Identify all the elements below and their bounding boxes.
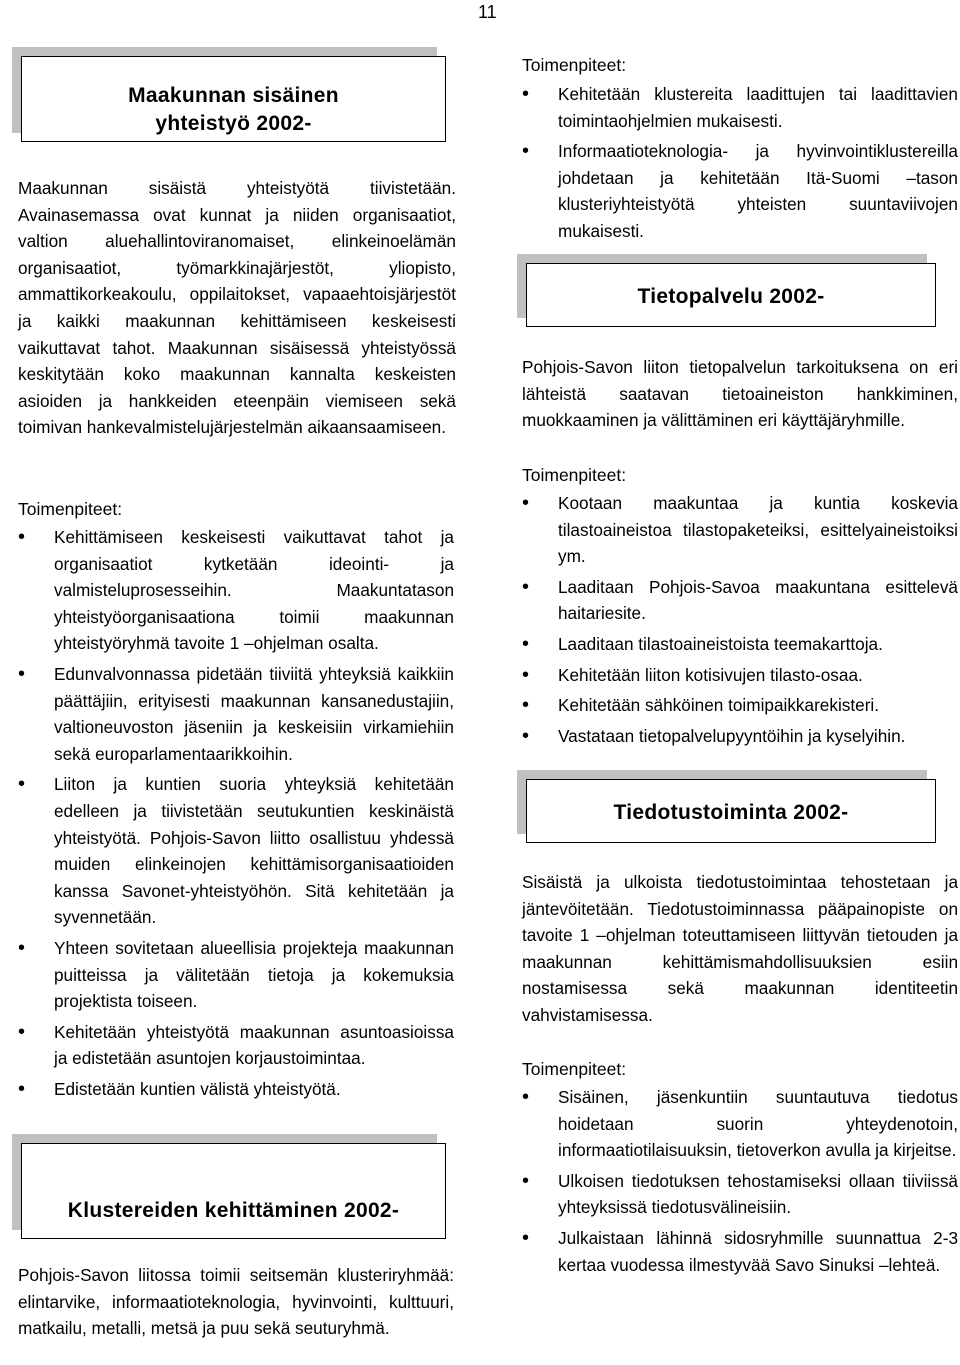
list-item: • Ulkoisen tiedotuksen tehostamiseksi ollaan tiiviissä yhteyksissä tiedotusvälineisiin. (522, 1168, 958, 1221)
heading-tietopalvelu (526, 263, 936, 327)
list-item: • Kehitetään yhteistyötä maakunnan asuntoasioissa ja edistetään asuntojen korjaustoimintaa. (18, 1019, 454, 1072)
heading-text: Tietopalvelu 2002- (637, 285, 825, 309)
heading-line-2: yhteistyö 2002- (155, 112, 312, 136)
list-item: • Edistetään kuntien välistä yhteistyötä. (18, 1076, 454, 1103)
list-item: • Vastataan tietopalvelupyyntöihin ja kyselyihin. (522, 723, 958, 750)
list-item: • Julkaistaan lähinnä sidosryhmille suunnattua 2-3 kertaa vuodessa ilmestyvää Savo Sinuksi –lehteä. (522, 1225, 958, 1278)
list-item: • Informaatioteknologia- ja hyvinvointiklustereilla johdetaan ja kehitetään Itä-Suomi –tason klusteriyhteistyötä yhteisten suuntaviivojen mukaisesti. (522, 138, 958, 244)
list-item: • Yhteen sovitetaan alueellisia projekteja maakunnan puitteissa ja välitetään tietoja ja kokemuksia projektista toiseen. (18, 935, 454, 1015)
list-item: • Laaditaan Pohjois-Savoa maakuntana esittelevä haitariesite. (522, 574, 958, 627)
right-bullet-list-2 (522, 490, 958, 749)
heading-text: Tiedotustoiminta 2002- (613, 801, 849, 825)
page-number: 11 (478, 2, 497, 22)
tiedotus-paragraph: Sisäistä ja ulkoista tiedotustoimintaa tehostetaan ja jäntevöitetään. Tiedotustoiminnassa pääpainopiste on tavoite 1 –ohjelman toteuttamiseen liittyvän tietouden ja maakunnan kehittämismahdollisuuksien esiin nostamisessa sekä maakunnan identiteetin vahvistamisessa. (522, 872, 958, 1025)
heading-line-1: Maakunnan sisäinen (128, 83, 339, 107)
tietopalvelu-paragraph: Pohjois-Savon liiton tietopalvelun tarkoituksena on eri lähteistä saatavan tietoaineiston hankkiminen, muokkaaminen ja välittäminen eri käyttäjäryhmille. (522, 357, 958, 431)
list-item: • Laaditaan tilastoaineistoista teemakarttoja. (522, 631, 958, 658)
klusterit-paragraph: Pohjois-Savon liitossa toimii seitsemän klusteriryhmää: elintarvike, informaatioteknologia, hyvinvointi, kulttuuri, matkailu, metalli, metsä ja puu sekä seuturyhmä. (18, 1265, 454, 1339)
intro-paragraph: Maakunnan sisäistä yhteistyötä tiivistetään. Avainasemassa ovat kunnat ja niiden organisaatiot, valtion aluehallintoviranomaiset, elinkeinoelämän organisaatiot, työmarkkinajärjestöt, yliopisto, ammattikorkeakoulu, oppilaitokset, vapaaehtoisjärjestöt ja kaikki maakunnan kehittämiseen keskeisesti vaikuttavat tahot. Maakunnan sisäisessä yhteistyössä keskitytään koko maakunnan kannalta keskeisten asioiden ja hankkeiden eteenpäin viemiseen sekä toimivan hankevalmistelujärjestelmän aikaansaamiseen. (18, 178, 456, 438)
list-item: • Kehitetään klustereita laadittujen tai laadittavien toimintaohjelmien mukaisesti. (522, 81, 958, 134)
left-bullet-list (18, 524, 454, 1102)
list-item: • Liiton ja kuntien suoria yhteyksiä kehitetään edelleen ja tiivistetään seutukuntien keskinäistä yhteistyötä. Pohjois-Savon liitto osallistuu yhdessä muiden elinkeinojen kehittämisorganisaatioiden kanssa Savonet-yhteistyöhön. Sitä kehitetään ja syvennetään. (18, 771, 454, 931)
toimenpiteet-label: Toimenpiteet: (522, 1059, 627, 1079)
heading-maakunnan-sisainen-yhteistyo (21, 56, 446, 142)
toimenpiteet-label: Toimenpiteet: (522, 465, 627, 485)
heading-tiedotustoiminta (526, 779, 936, 843)
list-item: • Kehitetään liiton kotisivujen tilasto-osaa. (522, 662, 958, 689)
heading-text: Klustereiden kehittäminen 2002- (67, 1199, 400, 1223)
toimenpiteet-label: Toimenpiteet: (522, 55, 627, 75)
right-bullet-list-3 (522, 1084, 958, 1278)
list-item: • Edunvalvonnassa pidetään tiiviitä yhteyksiä kaikkiin päättäjiin, erityisesti maakunnan kansanedustajiin, valtioneuvoston jäseniin ja keskeisiin virkamiehiin sekä europarlamentaarikkoihin. (18, 661, 454, 767)
list-item: • Sisäinen, jäsenkuntiin suuntautuva tiedotus hoidetaan suorin yhteydenotoin, informaatiotilaisuuksin, tietoverkon avulla ja kirjeitse. (522, 1084, 958, 1164)
heading-klustereiden-kehittaminen (21, 1143, 446, 1239)
list-item: • Kehitetään sähköinen toimipaikkarekisteri. (522, 692, 958, 719)
list-item: • Kehittämiseen keskeisesti vaikuttavat tahot ja organisaatiot kytketään ideointi- ja valmisteluprosesseihin. Maakuntatason yhteistyöorganisaationa toimii maakunnan yhteistyöryhmä tavoite 1 –ohjelman osalta. (18, 524, 454, 657)
right-bullet-list-1 (522, 81, 958, 245)
list-item: • Kootaan maakuntaa ja kuntia koskevia tilastoaineistoa tilastopaketeiksi, esittelyaineistoiksi ym. (522, 490, 958, 570)
toimenpiteet-label: Toimenpiteet: (18, 499, 123, 519)
